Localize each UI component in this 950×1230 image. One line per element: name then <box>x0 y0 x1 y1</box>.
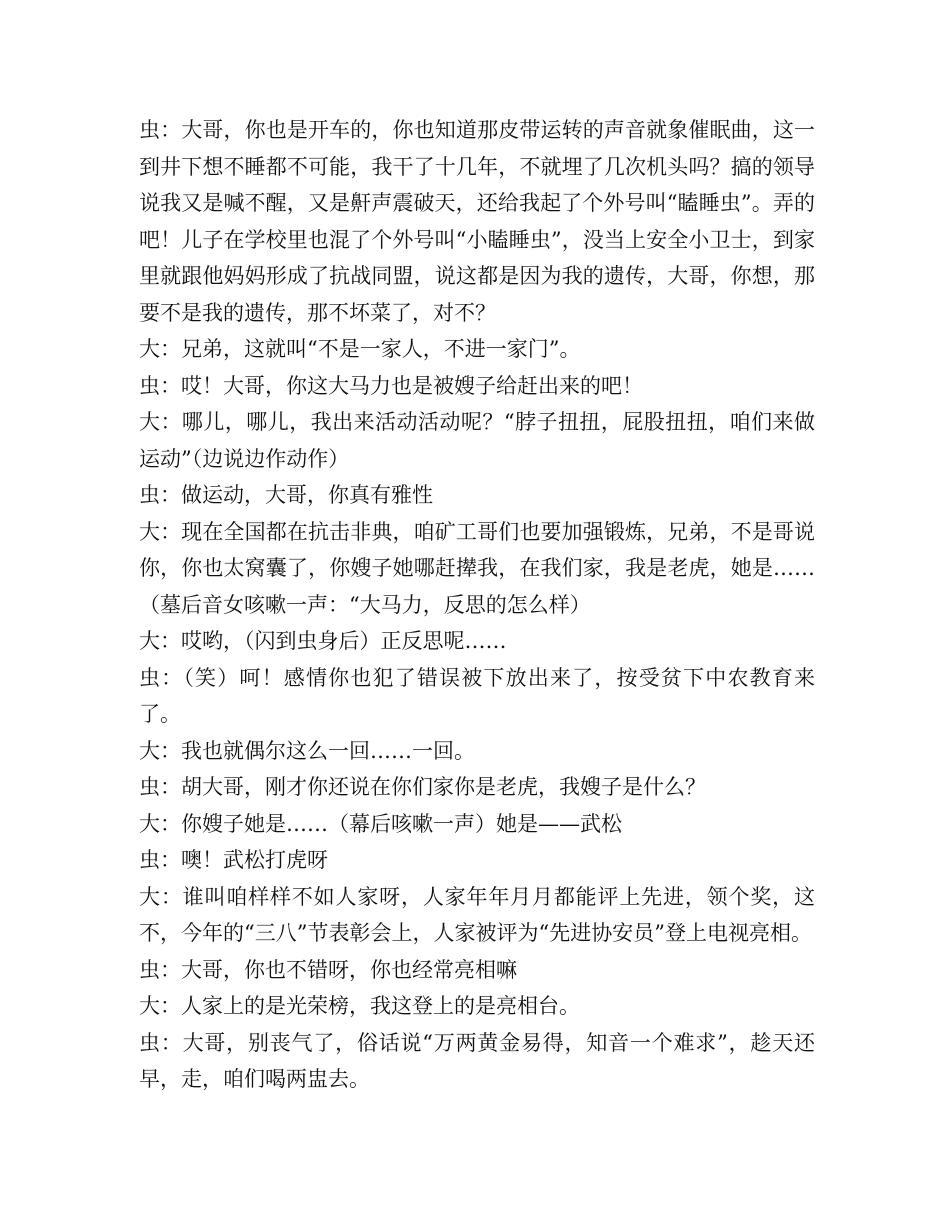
dialogue-line: 虫：哎！大哥，你这大马力也是被嫂子给赶出来的吧！ <box>139 373 643 398</box>
dialogue-line: 虫：噢！武松打虎呀 <box>139 848 328 872</box>
dialogue-line: 虫：做运动，大哥，你真有雅性 <box>139 483 433 507</box>
dialogue-line: 大：现在全国都在抗击非典，咱矿工哥们也要加强锻炼，兄弟，不是哥说你，你也太窝囊了，你嫂子她哪赶撵我，在我们家，我是老虎，她是……（墓后音女咳嗽一声：“大马力，反思的怎么样） <box>139 519 815 617</box>
dialogue-line: 大：谁叫咱样样不如人家呀，人家年年月月都能评上先进，领个奖，这不，今年的“三八”节表彰会上，人家被评为“先进协安员”登上电视亮相。 <box>139 884 815 945</box>
dialogue-text <box>139 112 815 1098</box>
dialogue-line: 虫：（笑）呵！感情你也犯了错误被下放出来了，按受贫下中农教育来了。 <box>139 665 815 726</box>
dialogue-line: 大：兄弟，这就叫“不是一家人，不进一家门”。 <box>139 337 581 361</box>
dialogue-line: 虫：大哥，你也不错呀，你也经常亮相嘛 <box>139 957 517 982</box>
dialogue-line: 大：哎哟，（闪到虫身后）正反思呢…… <box>139 629 507 653</box>
dialogue-line: 大：哪儿，哪儿，我出来活动活动呢？“脖子扭扭，屁股扭扭，咱们来做运动”（边说边作动作） <box>139 410 815 471</box>
dialogue-line: 虫：胡大哥，刚才你还说在你们家你是老虎，我嫂子是什么？ <box>139 775 706 799</box>
dialogue-line: 虫：大哥，别丧气了，俗话说“万两黄金易得，知音一个难求”，趁天还早，走，咱们喝两盅去。 <box>139 1030 815 1091</box>
dialogue-line: 大：我也就偶尔这么一回……一回。 <box>139 738 475 763</box>
dialogue-line: 虫：大哥，你也是开车的，你也知道那皮带运转的声音就象催眠曲，这一到井下想不睡都不可能，我干了十几年，不就埋了几次机头吗？搞的领导说我又是喊不醒，又是鼾声震破天，还给我起了个外号叫“瞌睡虫”。弄的吧！儿子在学校里也混了个外号叫“小瞌睡虫”，没当上安全小卫士，到家里就跟他妈妈形成了抗战同盟，说这都是因为我的遗传，大哥，你想，那要不是我的遗传，那不坏菜了，对不？ <box>139 118 815 325</box>
dialogue-line: 大：人家上的是光荣榜，我这登上的是亮相台。 <box>139 994 580 1018</box>
dialogue-line: 大：你嫂子她是……（幕后咳嗽一声）她是——武松 <box>139 811 622 836</box>
